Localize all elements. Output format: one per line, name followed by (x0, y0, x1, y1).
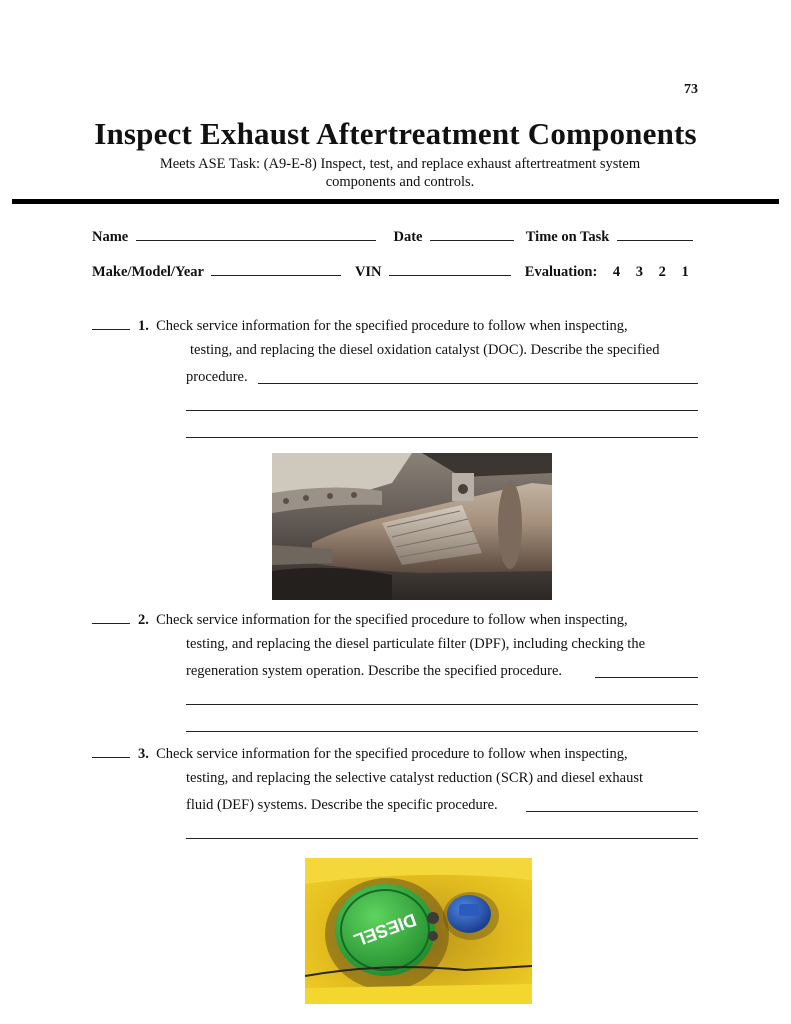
evaluation-score-4[interactable]: 4 (612, 264, 621, 280)
evaluation-score-2[interactable]: 2 (658, 264, 666, 280)
evaluation-score-1[interactable]: 1 (681, 264, 689, 280)
time-on-task-label: Time on Task (525, 229, 610, 245)
question-2-answer-line-3[interactable] (186, 731, 698, 732)
question-3-number: 3. (138, 746, 149, 762)
question-2-answer-line-1[interactable] (595, 677, 698, 678)
question-1-line-3: procedure. (186, 369, 248, 385)
evaluation-label: Evaluation: (524, 264, 598, 280)
diesel-def-caps-illustration (305, 858, 532, 1004)
question-3-answer-line-2[interactable] (186, 838, 698, 839)
ase-task-subtitle (100, 155, 700, 191)
diesel-def-caps-photo (305, 858, 532, 1004)
question-1-answer-line-3[interactable] (186, 437, 698, 438)
question-2-line-3: regeneration system operation. Describe the specified procedure. (186, 663, 563, 679)
question-2-check-field[interactable] (92, 609, 130, 624)
question-1-number: 1. (138, 318, 149, 334)
make-model-year-label: Make/Model/Year (92, 264, 204, 280)
question-1-answer-line-2[interactable] (186, 410, 698, 411)
question-2-answer-line-2[interactable] (186, 704, 698, 705)
exhaust-aftertreatment-photo (272, 453, 552, 600)
question-3-line-2: testing, and replacing the selective catalyst reduction (SCR) and diesel exhaust (186, 770, 644, 786)
date-field[interactable] (430, 226, 514, 241)
question-3-line-3: fluid (DEF) systems. Describe the specific procedure. (186, 797, 498, 813)
question-3-check-field[interactable] (92, 743, 130, 758)
name-label: Name (92, 229, 129, 245)
question-3-line-1: 3. Check service information for the specified procedure to follow when inspecting, (92, 743, 628, 763)
subtitle-line-1: Meets ASE Task: (A9-E-8) Inspect, test, and replace exhaust aftertreatment system (159, 156, 641, 172)
header-divider (12, 199, 779, 204)
vin-field[interactable] (389, 261, 511, 276)
question-3-answer-line-1[interactable] (526, 811, 698, 812)
question-2-number: 2. (138, 612, 149, 628)
vin-label: VIN (354, 264, 382, 280)
question-1-answer-line-1[interactable] (258, 383, 698, 384)
question-1-line-2: testing, and replacing the diesel oxidation catalyst (DOC). Describe the specified (190, 342, 660, 358)
question-2-line-2: testing, and replacing the diesel particulate filter (DPF), including checking the (186, 636, 646, 652)
exhaust-aftertreatment-illustration (272, 453, 552, 600)
question-2-line-1: 2. Check service information for the specified procedure to follow when inspecting, (92, 609, 628, 629)
page-number: 73 (684, 82, 698, 97)
date-label: Date (393, 229, 423, 245)
question-1-line-1: 1. Check service information for the specified procedure to follow when inspecting, (92, 315, 628, 335)
name-field[interactable] (136, 226, 376, 241)
form-row-name (92, 226, 693, 246)
form-row-vehicle (92, 261, 689, 281)
evaluation-score-3[interactable]: 3 (635, 264, 644, 280)
diesel-cap-text: DIESEL (351, 909, 419, 951)
time-on-task-field[interactable] (617, 226, 693, 241)
page-title: Inspect Exhaust Aftertreatment Components (94, 116, 697, 151)
subtitle-line-2: components and controls. (325, 174, 475, 190)
question-1-check-field[interactable] (92, 315, 130, 330)
make-model-year-field[interactable] (211, 261, 341, 276)
